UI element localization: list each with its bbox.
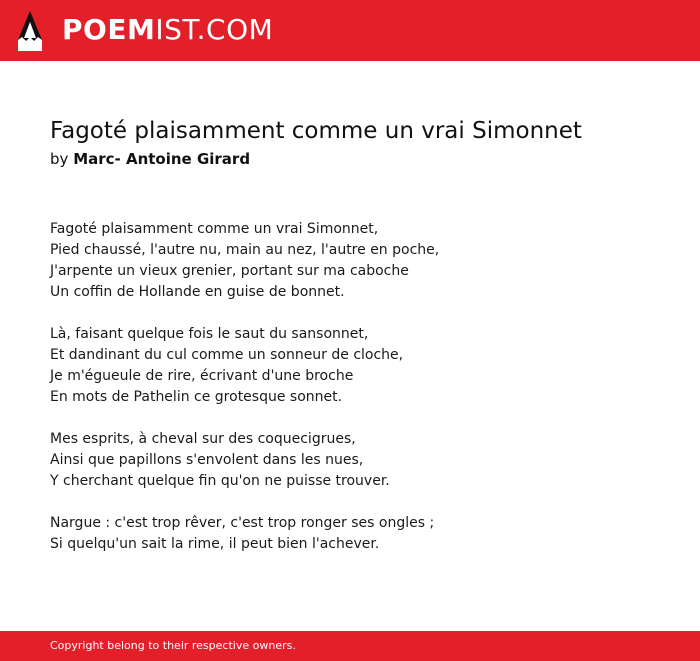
site-header [0, 0, 700, 61]
logo-bold-text: POEM [62, 13, 156, 46]
stanza [50, 324, 670, 408]
poem-line: Je m'égueule de rire, écrivant d'une broche [50, 368, 354, 384]
poem-line: Pied chaussé, l'autre nu, main au nez, l'autre en poche, [50, 242, 440, 258]
site-logo[interactable] [62, 13, 273, 47]
poem-line: Nargue : c'est trop rêver, c'est trop ronger ses ongles ; [50, 515, 435, 531]
poem-line: En mots de Pathelin ce grotesque sonnet. [50, 389, 343, 405]
site-footer [0, 631, 700, 661]
poem-line: Ainsi que papillons s'envolent dans les nues, [50, 452, 364, 468]
stanza [50, 513, 670, 555]
poem-body [50, 219, 670, 576]
stanza [50, 219, 670, 303]
by-label: by [50, 150, 69, 168]
poem-line: Mes esprits, à cheval sur des coquecigrues, [50, 431, 356, 447]
poem-line: Et dandinant du cul comme un sonneur de cloche, [50, 347, 404, 363]
poem-byline [50, 149, 250, 169]
poem-line: Un coffin de Hollande en guise de bonnet. [50, 284, 345, 300]
poem-line: J'arpente un vieux grenier, portant sur ma caboche [50, 263, 409, 279]
logo-light-text: IST.COM [155, 13, 274, 46]
pencil-tip-icon [17, 10, 43, 52]
poem-line: Fagoté plaisamment comme un vrai Simonnet, [50, 221, 379, 237]
poem-line: Là, faisant quelque fois le saut du sansonnet, [50, 326, 369, 342]
poem-line: Y cherchant quelque fin qu'on ne puisse trouver. [50, 473, 390, 489]
poem-line: Si quelqu'un sait la rime, il peut bien l'achever. [50, 536, 380, 552]
poem-author: Marc- Antoine Girard [73, 150, 251, 168]
copyright-text: Copyright belong to their respective owners. [50, 639, 296, 652]
poem-title: Fagoté plaisamment comme un vrai Simonnet [50, 118, 582, 144]
stanza [50, 429, 670, 492]
